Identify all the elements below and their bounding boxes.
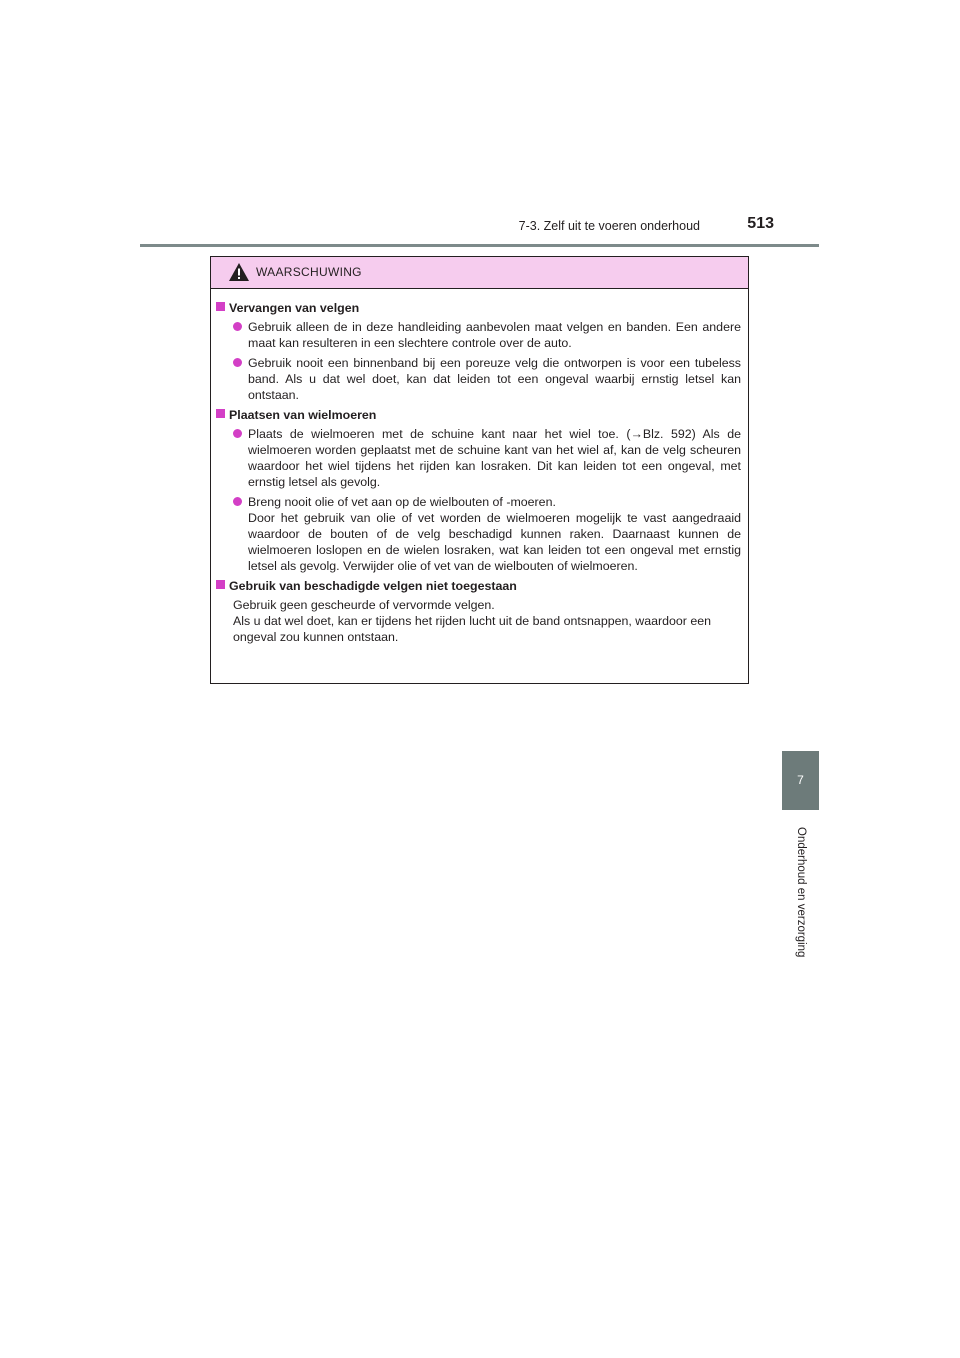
warning-header [211,257,748,289]
warning-body [211,289,748,645]
square-bullet-icon [216,409,225,418]
round-bullet-icon [233,358,242,367]
section-wheels [216,300,741,403]
warning-box [210,256,749,684]
section-damaged-wheels [216,578,741,645]
section-heading-text: Plaatsen van wielmoeren [229,408,377,422]
chapter-title: Onderhoud en verzorging [795,827,807,958]
section-heading-text: Gebruik van beschadigde velgen niet toegestaan [229,579,517,593]
warning-triangle-icon [228,262,250,282]
list-item-text: Plaats de wielmoeren met de schuine kant naar het wiel toe. (→Blz. 592) Als de wielmoeren worden geplaatst met de schuine kant van het wiel af, kan de velg scheuren waardoor het wiel tijdens het rijden kan losraken. Dit kan leiden tot een ongeval, met ernstig letsel als gevolg. [248,427,741,489]
warning-title: WAARSCHUWING [256,265,362,279]
section-heading-text: Vervangen van velgen [229,301,360,315]
paragraph: Gebruik geen gescheurde of vervormde velgen. [233,598,495,612]
section-heading [216,407,741,423]
list-item [216,426,741,490]
round-bullet-icon [233,322,242,331]
section-title: 7-3. Zelf uit te voeren onderhoud [518,219,700,233]
page-number: 513 [747,215,774,232]
square-bullet-icon [216,580,225,589]
round-bullet-icon [233,429,242,438]
list-item-line: Breng nooit olie of vet aan op de wielbouten of -moeren. [248,495,556,509]
square-bullet-icon [216,302,225,311]
list-item-text: Gebruik alleen de in deze handleiding aanbevolen maat velgen en banden. Een andere maat kan resulteren in een slechtere controle over de auto. [248,320,741,350]
list-item [216,494,741,574]
header-divider [140,244,819,247]
list-item-line: Door het gebruik van olie of vet worden de wielmoeren mogelijk te vast aangedraaid waardoor de bouten of de velg beschadigd kunnen raken. Daarnaast kunnen de wielmoeren loslopen en de wielen losraken, wat kan leiden tot een ongeval met ernstig letsel als gevolg. Verwijder olie of vet van de wielbouten of wielmoeren. [248,511,741,573]
list-item [216,319,741,351]
list-item-text [248,494,741,574]
section-heading [216,300,741,316]
list-item-text: Gebruik nooit een binnenband bij een poreuze velg die ontworpen is voor een tubeless band. Als u dat wel doet, kan dat leiden tot een ongeval waarbij ernstig letsel kan ontstaan. [248,356,741,402]
round-bullet-icon [233,497,242,506]
paragraph: Als u dat wel doet, kan er tijdens het rijden lucht uit de band ontsnappen, waardoor een ongeval zou kunnen ontstaan. [233,614,712,644]
list-item [216,355,741,403]
chapter-tab: 7 [782,751,819,810]
section-heading [216,578,741,594]
section-wheel-nuts [216,407,741,574]
